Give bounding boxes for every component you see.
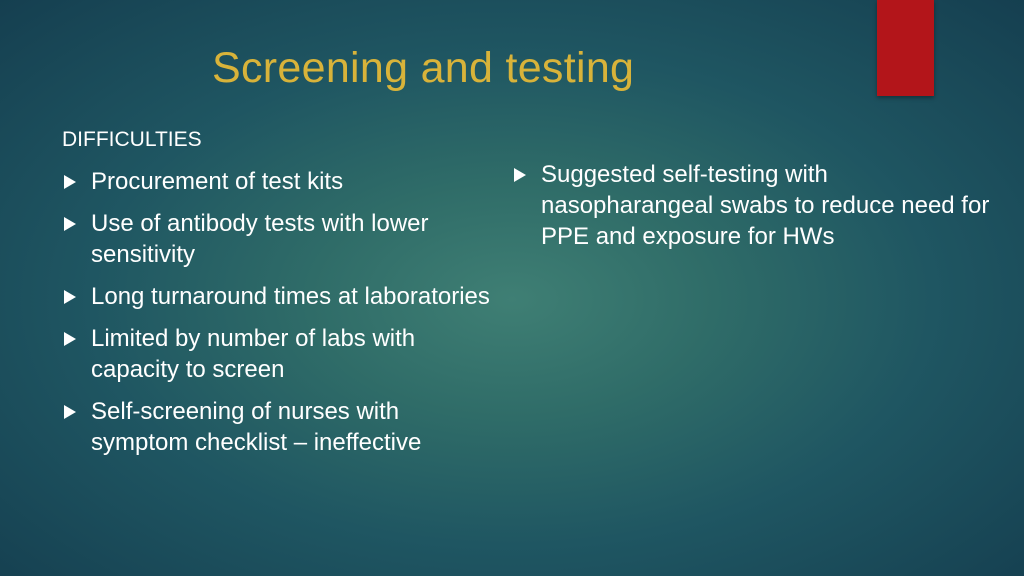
list-item-text: Long turnaround times at laboratories [91,283,490,310]
list-item [62,208,502,270]
triangle-bullet-icon [64,332,76,346]
triangle-bullet-icon [64,405,76,419]
suggestions-list [512,159,992,263]
list-item [62,281,502,312]
difficulties-list [62,166,502,469]
list-item-text: Use of antibody tests with lower sensitivity [91,210,429,268]
triangle-bullet-icon [64,217,76,231]
slide-title: Screening and testing [212,44,635,92]
list-item-text: Self-screening of nurses with symptom checklist – ineffective [91,398,422,456]
list-item-text: Limited by number of labs with capacity to screen [91,325,416,383]
triangle-bullet-icon [64,290,76,304]
list-item [62,323,502,385]
triangle-bullet-icon [514,168,526,182]
list-item [62,166,502,197]
list-item [62,396,502,458]
difficulties-heading: DIFFICULTIES [62,128,202,151]
list-item-text: Suggested self-testing with nasopharangeal swabs to reduce need for PPE and exposure for HWs [541,161,990,250]
accent-bar [877,0,934,96]
list-item [512,159,992,252]
triangle-bullet-icon [64,175,76,189]
list-item-text: Procurement of test kits [91,168,344,195]
